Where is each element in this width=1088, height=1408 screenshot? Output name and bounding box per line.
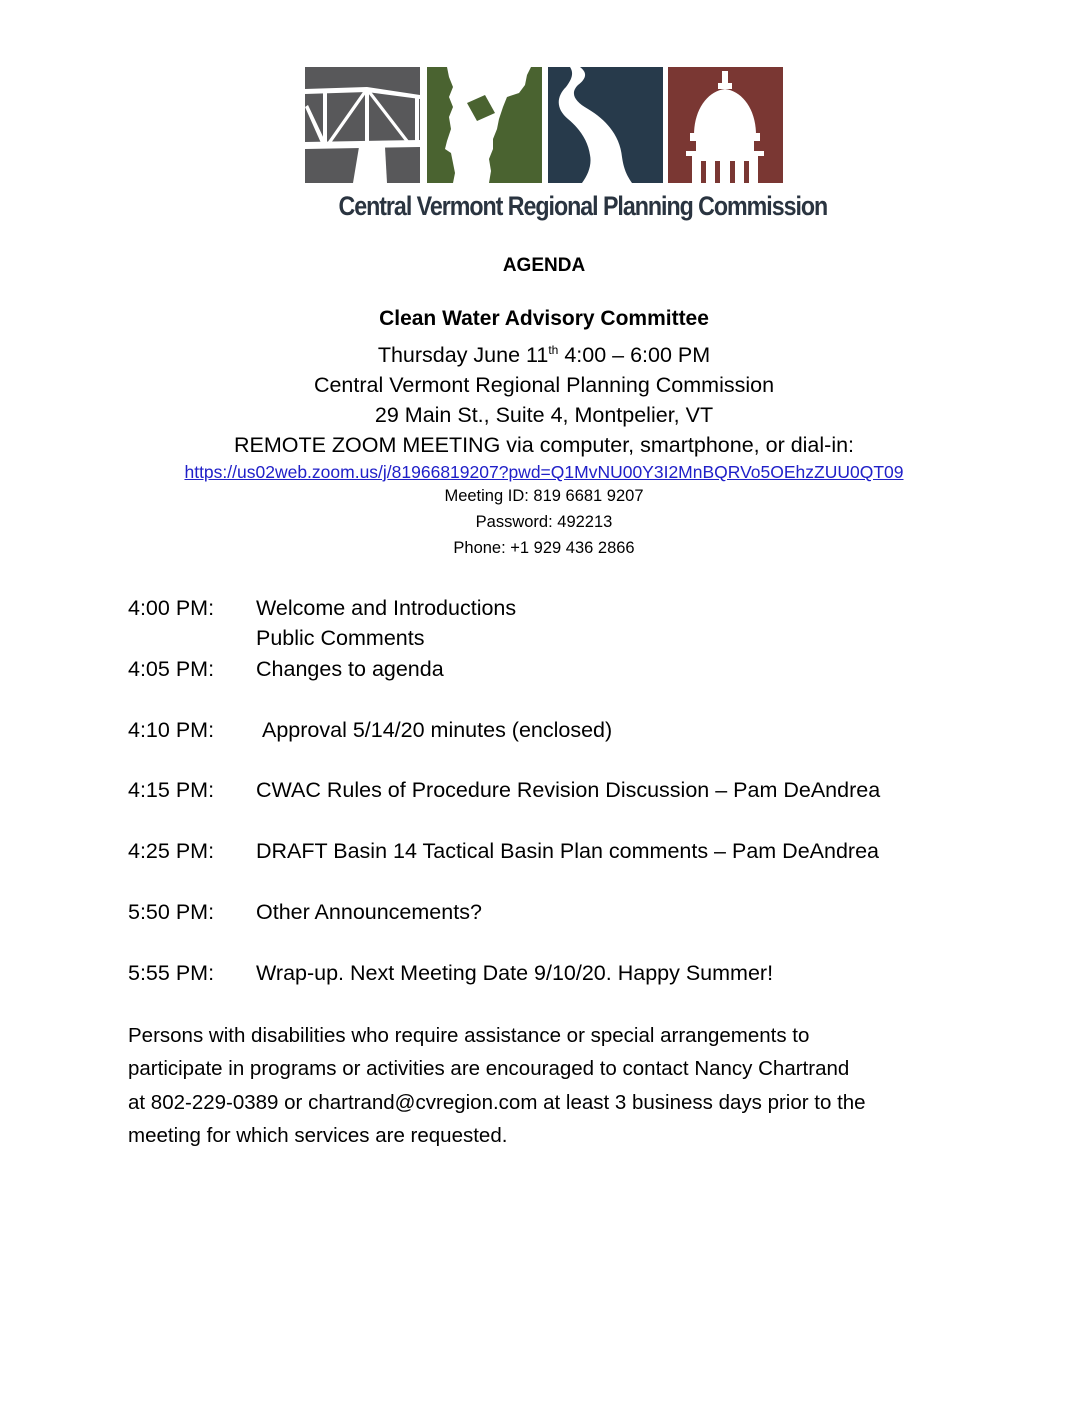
meeting-date — [0, 340, 1088, 370]
agenda-description: DRAFT Basin 14 Tactical Basin Plan comments – Pam DeAndrea — [256, 839, 879, 863]
meeting-id: Meeting ID: 819 6681 9207 — [444, 487, 644, 505]
vermont-map-icon — [427, 67, 542, 183]
meeting-host: Central Vermont Regional Planning Commission — [313, 373, 775, 397]
notice-line: participate in programs or activities are encouraged to contact Nancy Chartrand — [128, 1057, 850, 1081]
agenda-description: Wrap-up. Next Meeting Date 9/10/20. Happy Summer! — [256, 961, 774, 985]
notice-line: Persons with disabilities who require assistance or special arrangements to — [128, 1024, 810, 1047]
agenda-time: 4:05 PM: — [128, 657, 215, 681]
river-icon — [548, 67, 663, 183]
cvrpc-logo — [305, 67, 828, 227]
zoom-link-line — [0, 462, 1088, 483]
date-suffix: th — [548, 343, 559, 357]
bridge-icon — [305, 67, 420, 183]
logo-organization-name: Central Vermont Regional Planning Commission — [338, 191, 828, 221]
agenda-description: Other Announcements? — [256, 900, 482, 924]
agenda-time: 4:10 PM: — [128, 718, 215, 742]
notice-line: at 802-229-0389 or chartrand@cvregion.com at least 3 business days prior to the — [128, 1090, 866, 1114]
accessibility-notice — [128, 1019, 968, 1152]
zoom-link[interactable]: https://us02web.zoom.us/j/81966819207?pwd=Q1MvNU00Y3I2MnBQRVo5OEhzZUU0QT09 — [184, 462, 904, 482]
meeting-address: 29 Main St., Suite 4, Montpelier, VT — [374, 403, 714, 427]
agenda-description: Changes to agenda — [256, 657, 444, 681]
agenda-time: 5:55 PM: — [128, 961, 215, 985]
capitol-dome-icon — [668, 67, 783, 183]
agenda-description: CWAC Rules of Procedure Revision Discussion – Pam DeAndrea — [256, 778, 881, 802]
meeting-password: Password: 492213 — [475, 513, 613, 531]
page-title: AGENDA — [502, 255, 586, 276]
agenda-description: Public Comments — [256, 626, 425, 650]
meeting-time: 4:00 – 6:00 PM — [558, 343, 711, 367]
committee-name: Clean Water Advisory Committee — [379, 307, 709, 330]
remote-note: REMOTE ZOOM MEETING via computer, smartphone, or dial-in: — [233, 433, 855, 457]
agenda-time: 4:15 PM: — [128, 778, 215, 802]
agenda-time: 4:25 PM: — [128, 839, 215, 863]
agenda-description: Approval 5/14/20 minutes (enclosed) — [262, 718, 613, 742]
agenda-time: 5:50 PM: — [128, 900, 215, 924]
agenda-time: 4:00 PM: — [128, 596, 215, 620]
agenda-description: Welcome and Introductions — [256, 596, 517, 620]
notice-line: meeting for which services are requested. — [128, 1123, 508, 1147]
meeting-phone: Phone: +1 929 436 2866 — [453, 539, 635, 557]
date-prefix: Thursday June 11 — [377, 343, 549, 367]
